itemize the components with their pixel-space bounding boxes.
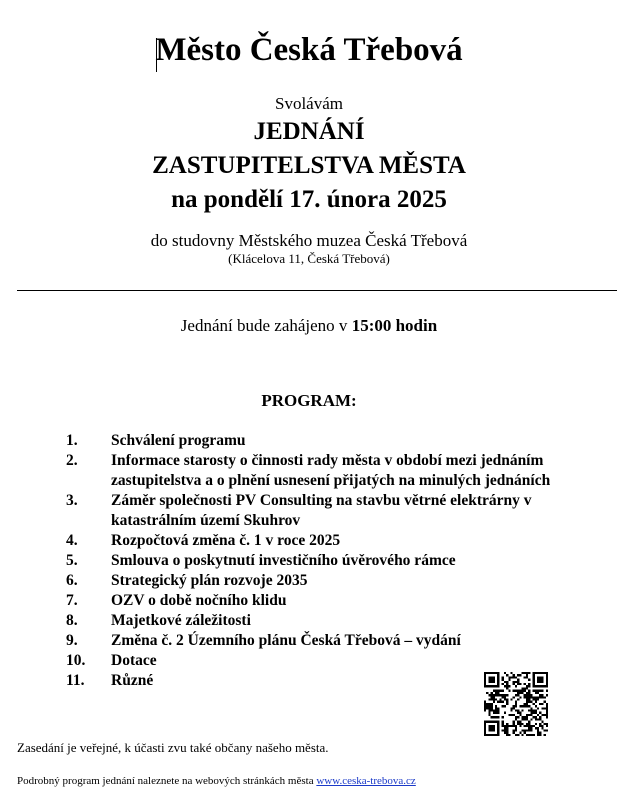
program-item-text: Změna č. 2 Územního plánu Česká Třebová – vydání — [111, 632, 461, 649]
program-item-text: Strategický plán rozvoje 2035 — [111, 572, 308, 589]
program-item-number: 1. — [66, 432, 78, 449]
program-item-number: 8. — [66, 612, 78, 629]
program-item — [0, 451, 618, 491]
program-item-text: Rozpočtová změna č. 1 v roce 2025 — [111, 532, 341, 549]
footer-text: Podrobný program jednání naleznete na webových stránkách města — [17, 775, 314, 787]
footer-note — [17, 774, 416, 788]
program-item-number: 5. — [66, 552, 78, 569]
meeting-heading-line2: ZASTUPITELSTVA MĚSTA — [152, 152, 466, 179]
program-item-number: 4. — [66, 532, 78, 549]
program-item — [0, 531, 618, 551]
qr-code-icon[interactable] — [484, 672, 548, 736]
meeting-date: na pondělí 17. února 2025 — [171, 186, 447, 213]
program-item-text: Záměr společnosti PV Consulting na stavbu větrné elektrárny v katastrálním území Skuhrov — [111, 492, 532, 529]
program-item-text: Dotace — [111, 652, 157, 669]
program-item — [0, 651, 618, 671]
public-session-note: Zasedání je veřejné, k účasti zvu také občany našeho města. — [17, 740, 329, 755]
website-link[interactable]: www.ceska-trebova.cz — [316, 775, 416, 787]
program-item — [0, 571, 618, 591]
program-item-text: Schválení programu — [111, 432, 246, 449]
program-item-number: 9. — [66, 632, 78, 649]
program-item — [0, 591, 618, 611]
program-item — [0, 611, 618, 631]
venue-text: do studovny Městského muzea Česká Třebová — [150, 231, 468, 250]
start-time-prefix: Jednání bude zahájeno v — [180, 316, 348, 335]
program-item-number: 6. — [66, 572, 78, 589]
program-item-text: Různé — [111, 672, 154, 689]
start-time-line — [0, 316, 618, 336]
program-item-number: 3. — [66, 492, 78, 509]
venue-address: (Klácelova 11, Česká Třebová) — [228, 251, 390, 266]
program-item-text: OZV o době nočního klidu — [111, 592, 287, 609]
program-item — [0, 551, 618, 571]
program-item-number: 10. — [66, 652, 86, 669]
program-item-number: 11. — [66, 672, 85, 689]
program-list — [0, 431, 618, 691]
program-item-text: Majetkové záležitosti — [111, 612, 251, 629]
program-item — [0, 631, 618, 651]
horizontal-divider — [17, 290, 617, 291]
program-item — [0, 431, 618, 451]
program-item-number: 2. — [66, 452, 78, 469]
program-item-text: Informace starosty o činnosti rady města v období mezi jednáním zastupitelstva a o plnění usnesení přijatých na minulých jednáních — [111, 452, 551, 489]
program-item-number: 7. — [66, 592, 78, 609]
program-heading: PROGRAM: — [261, 391, 357, 410]
meeting-heading-line1: JEDNÁNÍ — [253, 118, 365, 145]
city-title: Město Česká Třebová — [155, 32, 463, 68]
program-item-text: Smlouva o poskytnutí investičního úvěrového rámce — [111, 552, 456, 569]
start-time-value: 15:00 hodin — [351, 316, 438, 335]
program-item — [0, 491, 618, 531]
convene-text: Svolávám — [275, 94, 343, 113]
